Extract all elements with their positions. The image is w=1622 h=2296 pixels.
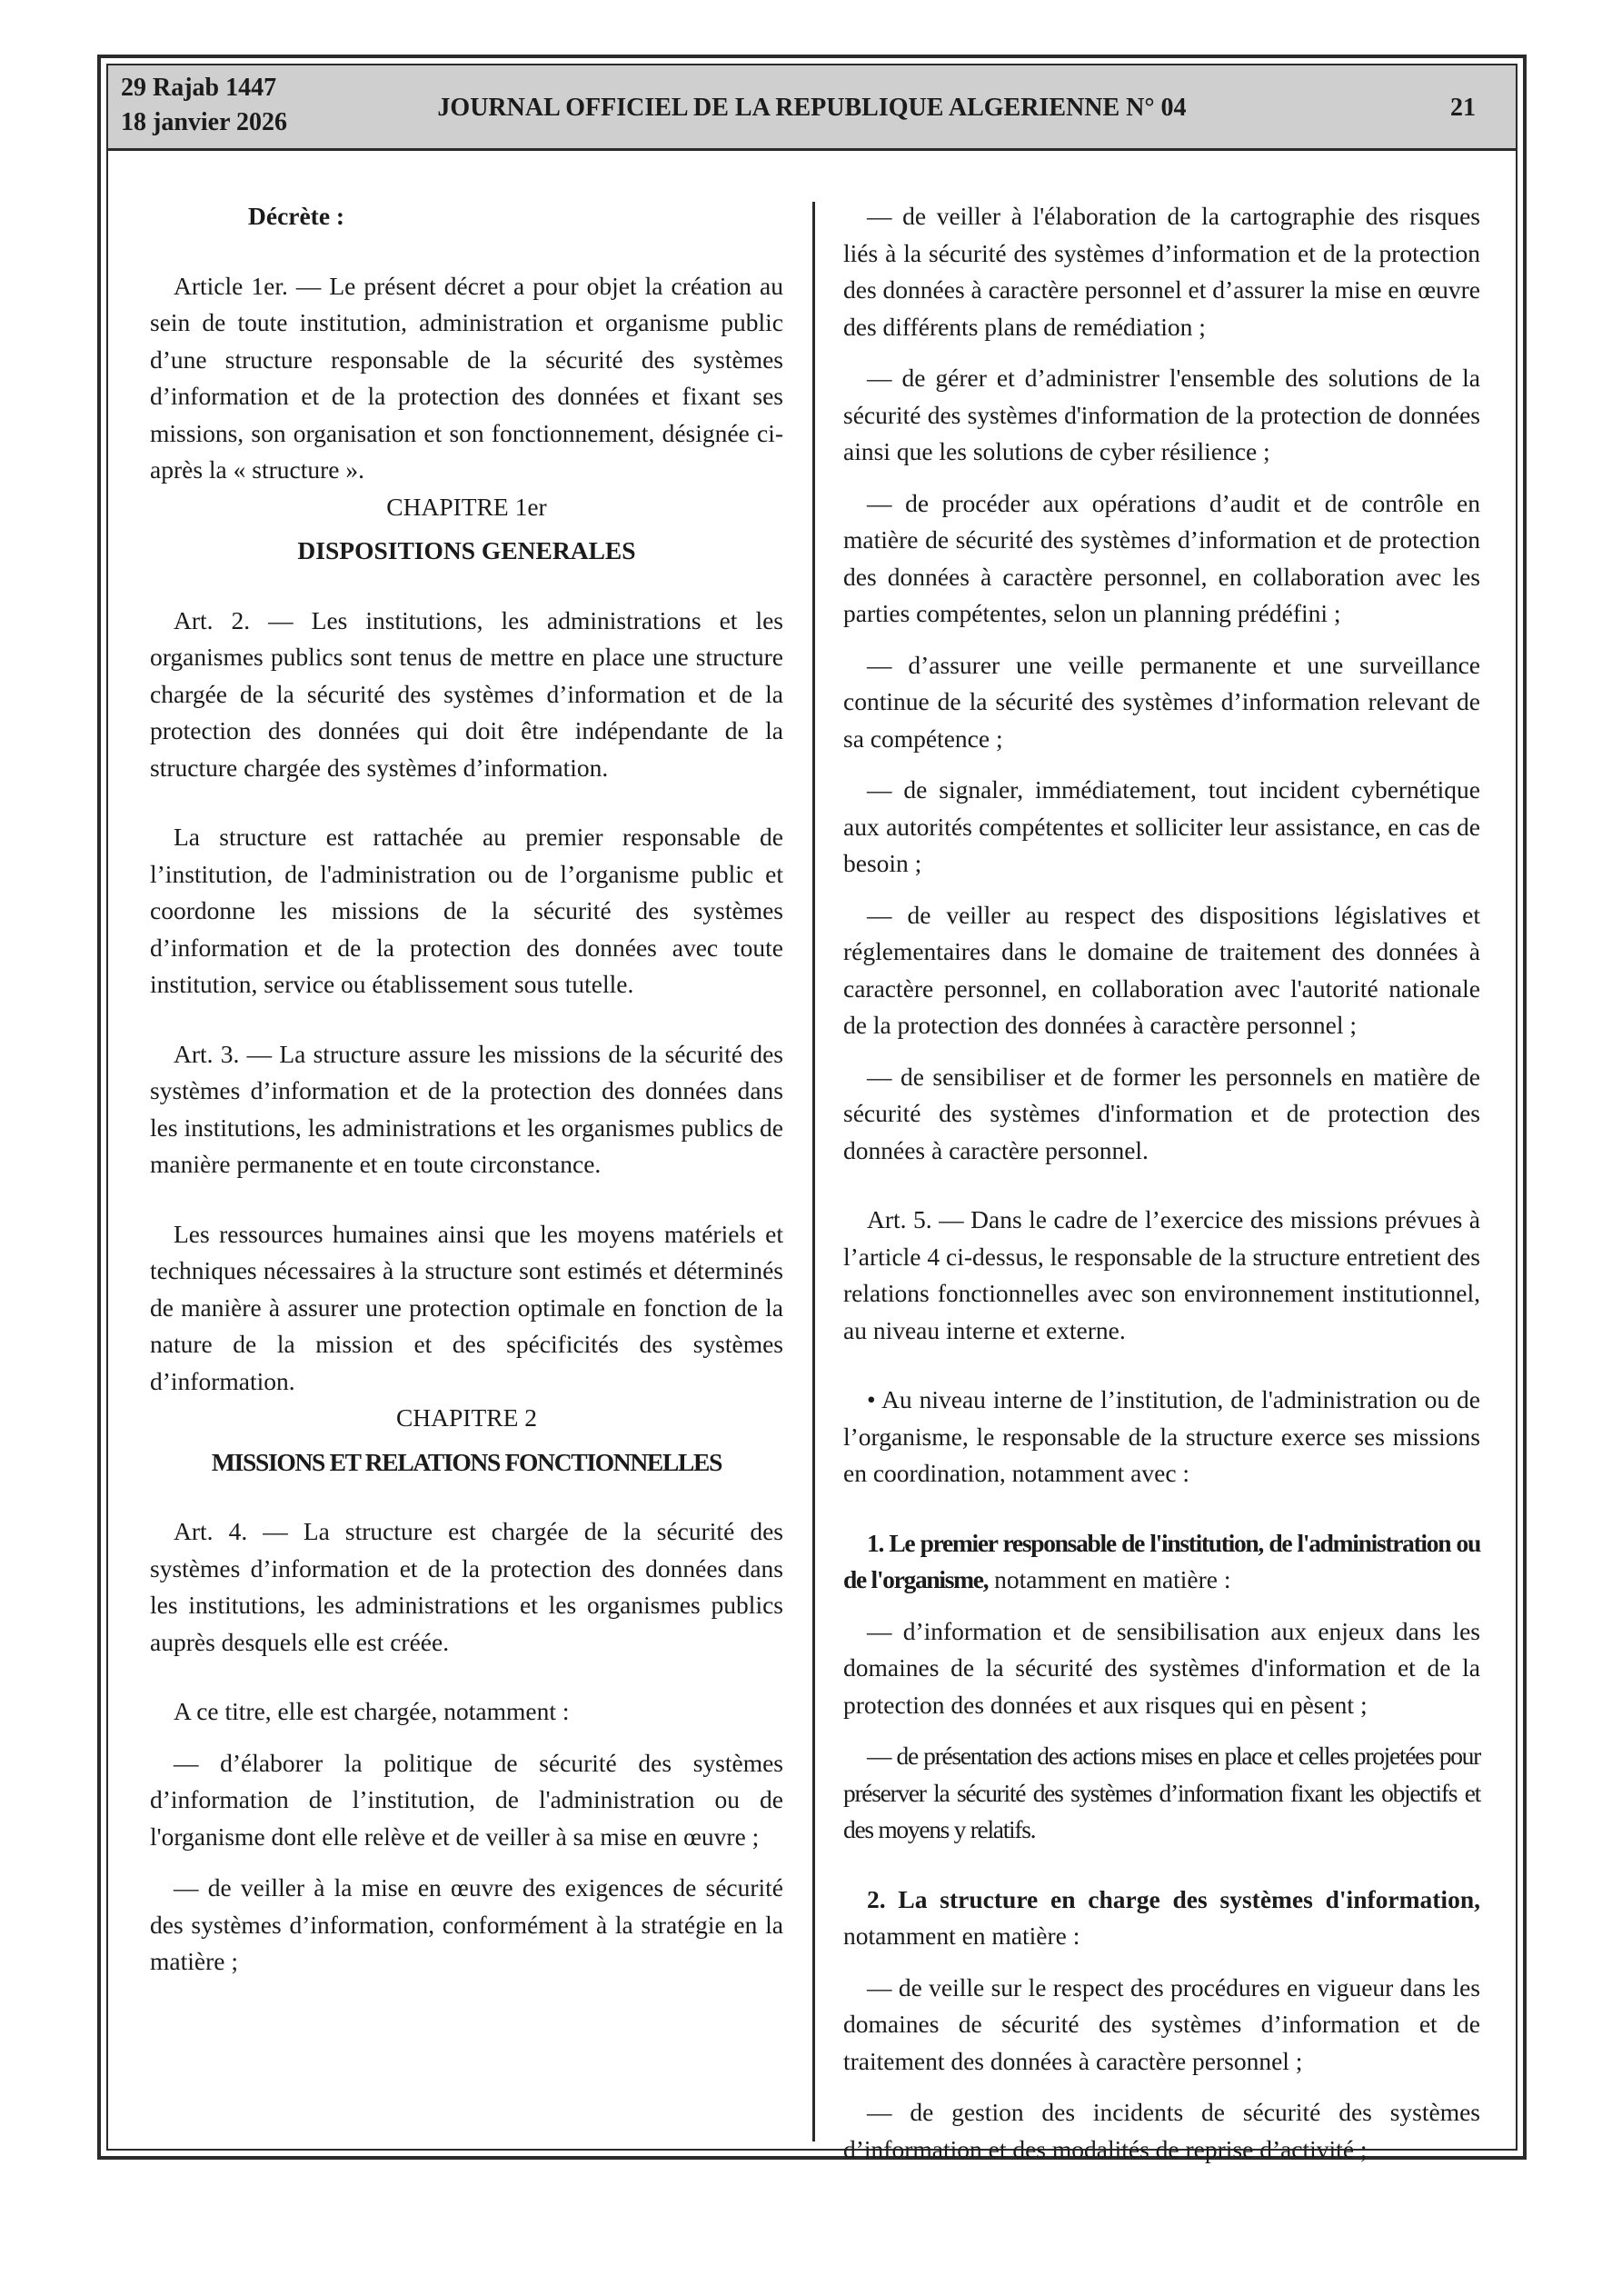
article-4-item-6: — d’assurer une veille permanente et une surveillance continue de la sécurité des systèmes d’information relevant de sa compétence ; bbox=[843, 650, 1480, 753]
article-4-item-9: — de sensibiliser et de former les personnels en matière de sécurité des systèmes d'information et de protection des données à caractère personnel. bbox=[843, 1062, 1480, 1164]
it-structure-rest: notamment en matière : bbox=[843, 1922, 1080, 1950]
article-4-item-4: — de gérer et d’administrer l'ensemble des solutions de la sécurité des systèmes d'information de la protection de données ainsi que les solutions de cyber résilience ; bbox=[843, 364, 1480, 465]
article-4-item-2: — de veiller à la mise en œuvre des exigences de sécurité des systèmes d’information, conformément à la stratégie en la matière ; bbox=[150, 1873, 783, 1975]
it-structure-item-2: — de gestion des incidents de sécurité des systèmes d’information et des modalités de reprise d’activité ; bbox=[843, 2098, 1480, 2163]
article-1: Article 1er. — Le présent décret a pour objet la création au sein de toute institution, administration et organisme public d’une structure responsable de la sécurité des systèmes d’information et de la protection des données et fixant ses missions, son organisation et son fonctionnement, désignée ci-après la « structure ». bbox=[150, 271, 783, 484]
article-3-paragraph-2: Les ressources humaines ainsi que les moyens matériels et techniques nécessaires à la structure sont estimés et déterminés de manière à assurer une protection optimale en fonction de la nature de la mission et des spécificités des systèmes d’information. bbox=[150, 1219, 783, 1395]
chapter-1-title: DISPOSITIONS GENERALES bbox=[297, 536, 636, 564]
first-responsible-item-2: — de présentation des actions mises en place et celles projetées pour préserver la sécurité des systèmes d’information fixant les objectifs et des moyens y relatifs. bbox=[843, 1742, 1480, 1843]
article-4-item-1: — d’élaborer la politique de sécurité des systèmes d’information de l’institution, de l'administration ou de l'organisme dont elle relève et de veiller à sa mise en œuvre ; bbox=[150, 1748, 783, 1851]
article-4-item-8: — de veiller au respect des dispositions législatives et réglementaires dans le domaine de traitement des données à caractère personnel, en collaboration avec l'autorité nationale de la protection des données à caractère personnel ; bbox=[843, 900, 1480, 1039]
it-structure-item-1: — de veille sur le respect des procédures en vigueur dans les domaines de sécurité des systèmes d’information et de traitement des données à caractère personnel ; bbox=[843, 1972, 1480, 2075]
right-column bbox=[843, 198, 1480, 2168]
page-number: 21 bbox=[1450, 94, 1476, 122]
article-2-paragraph-1: Art. 2. — Les institutions, les administrations et les organismes publics sont tenus de mettre en place une structure chargée de la sécurité des systèmes d’information et de la protection des données qui doit être indépendante de la structure chargée des systèmes d’information. bbox=[150, 605, 783, 782]
journal-header bbox=[108, 65, 1516, 151]
first-responsible-rest: notamment en matière : bbox=[988, 1565, 1231, 1593]
date-hijri: 29 Rajab 1447 bbox=[121, 74, 277, 102]
chapter-2-label: CHAPITRE 2 bbox=[395, 1403, 538, 1432]
it-structure-bold: 2. La structure en charge des systèmes d'information, bbox=[867, 1884, 1480, 1913]
first-responsible-heading bbox=[843, 1525, 1480, 1599]
column-divider bbox=[812, 202, 815, 2141]
journal-title: JOURNAL OFFICIEL DE LA REPUBLIQUE ALGERIENNE N° 04 bbox=[437, 94, 1187, 122]
article-3-paragraph-1: Art. 3. — La structure assure les missions de la sécurité des systèmes d’information et de la protection des données dans les institutions, les administrations et les organismes publics de manière permanente et en toute circonstance. bbox=[150, 1039, 783, 1178]
article-4-paragraph-1: Art. 4. — La structure est chargée de la sécurité des systèmes d’information et de la protection des données dans les institutions, les administrations et les organismes publics auprès desquels elle est créée. bbox=[150, 1517, 783, 1656]
first-responsible-bold: 1. Le premier responsable de l'institution, de l'administration ou de l'organisme, bbox=[843, 1528, 1480, 1593]
article-4-item-7: — de signaler, immédiatement, tout incident cybernétique aux autorités compétentes et solliciter leur assistance, en cas de besoin ; bbox=[843, 775, 1480, 877]
article-4-paragraph-2: A ce titre, elle est chargée, notamment : bbox=[174, 1697, 570, 1725]
chapter-1-label: CHAPITRE 1er bbox=[386, 492, 547, 521]
left-column bbox=[150, 198, 783, 1981]
article-4-item-5: — de procéder aux opérations d’audit et de contrôle en matière de sécurité des systèmes d’information et de protection des données à caractère personnel, en collaboration avec les parties compétentes, selon un planning prédéfini ; bbox=[843, 488, 1480, 627]
chapter-2-title: MISSIONS ET RELATIONS FONCTIONNELLES bbox=[211, 1447, 722, 1476]
first-responsible-item-1: — d’information et de sensibilisation aux enjeux dans les domaines de la sécurité des systèmes d'information et de la protection des données et aux risques qui en pèsent ; bbox=[843, 1616, 1480, 1719]
article-4-item-3: — de veiller à l'élaboration de la cartographie des risques liés à la sécurité des systèmes d’information et de la protection des données à caractère personnel et d’assurer la mise en œuvre des différents plans de remédiation ; bbox=[843, 202, 1480, 341]
it-structure-heading bbox=[843, 1882, 1480, 1955]
internal-level-paragraph: • Au niveau interne de l’institution, de l'administration ou de l’organisme, le responsable de la structure exerce ses missions en coordination, notamment avec : bbox=[843, 1385, 1480, 1487]
article-2-paragraph-2: La structure est rattachée au premier responsable de l’institution, de l'administration ou de l’organisme public et coordonne les missions de la sécurité des systèmes d’information et de la protection des données avec toute institution, service ou établissement sous tutelle. bbox=[150, 823, 783, 998]
article-5: Art. 5. — Dans le cadre de l’exercice des missions prévues à l’article 4 ci-dessus, le responsable de la structure entretient des relations fonctionnelles avec son environnement institutionnel, au niveau interne et externe. bbox=[843, 1205, 1480, 1344]
decrete-heading: Décrète : bbox=[248, 202, 345, 230]
date-gregorian: 18 janvier 2026 bbox=[121, 108, 288, 136]
